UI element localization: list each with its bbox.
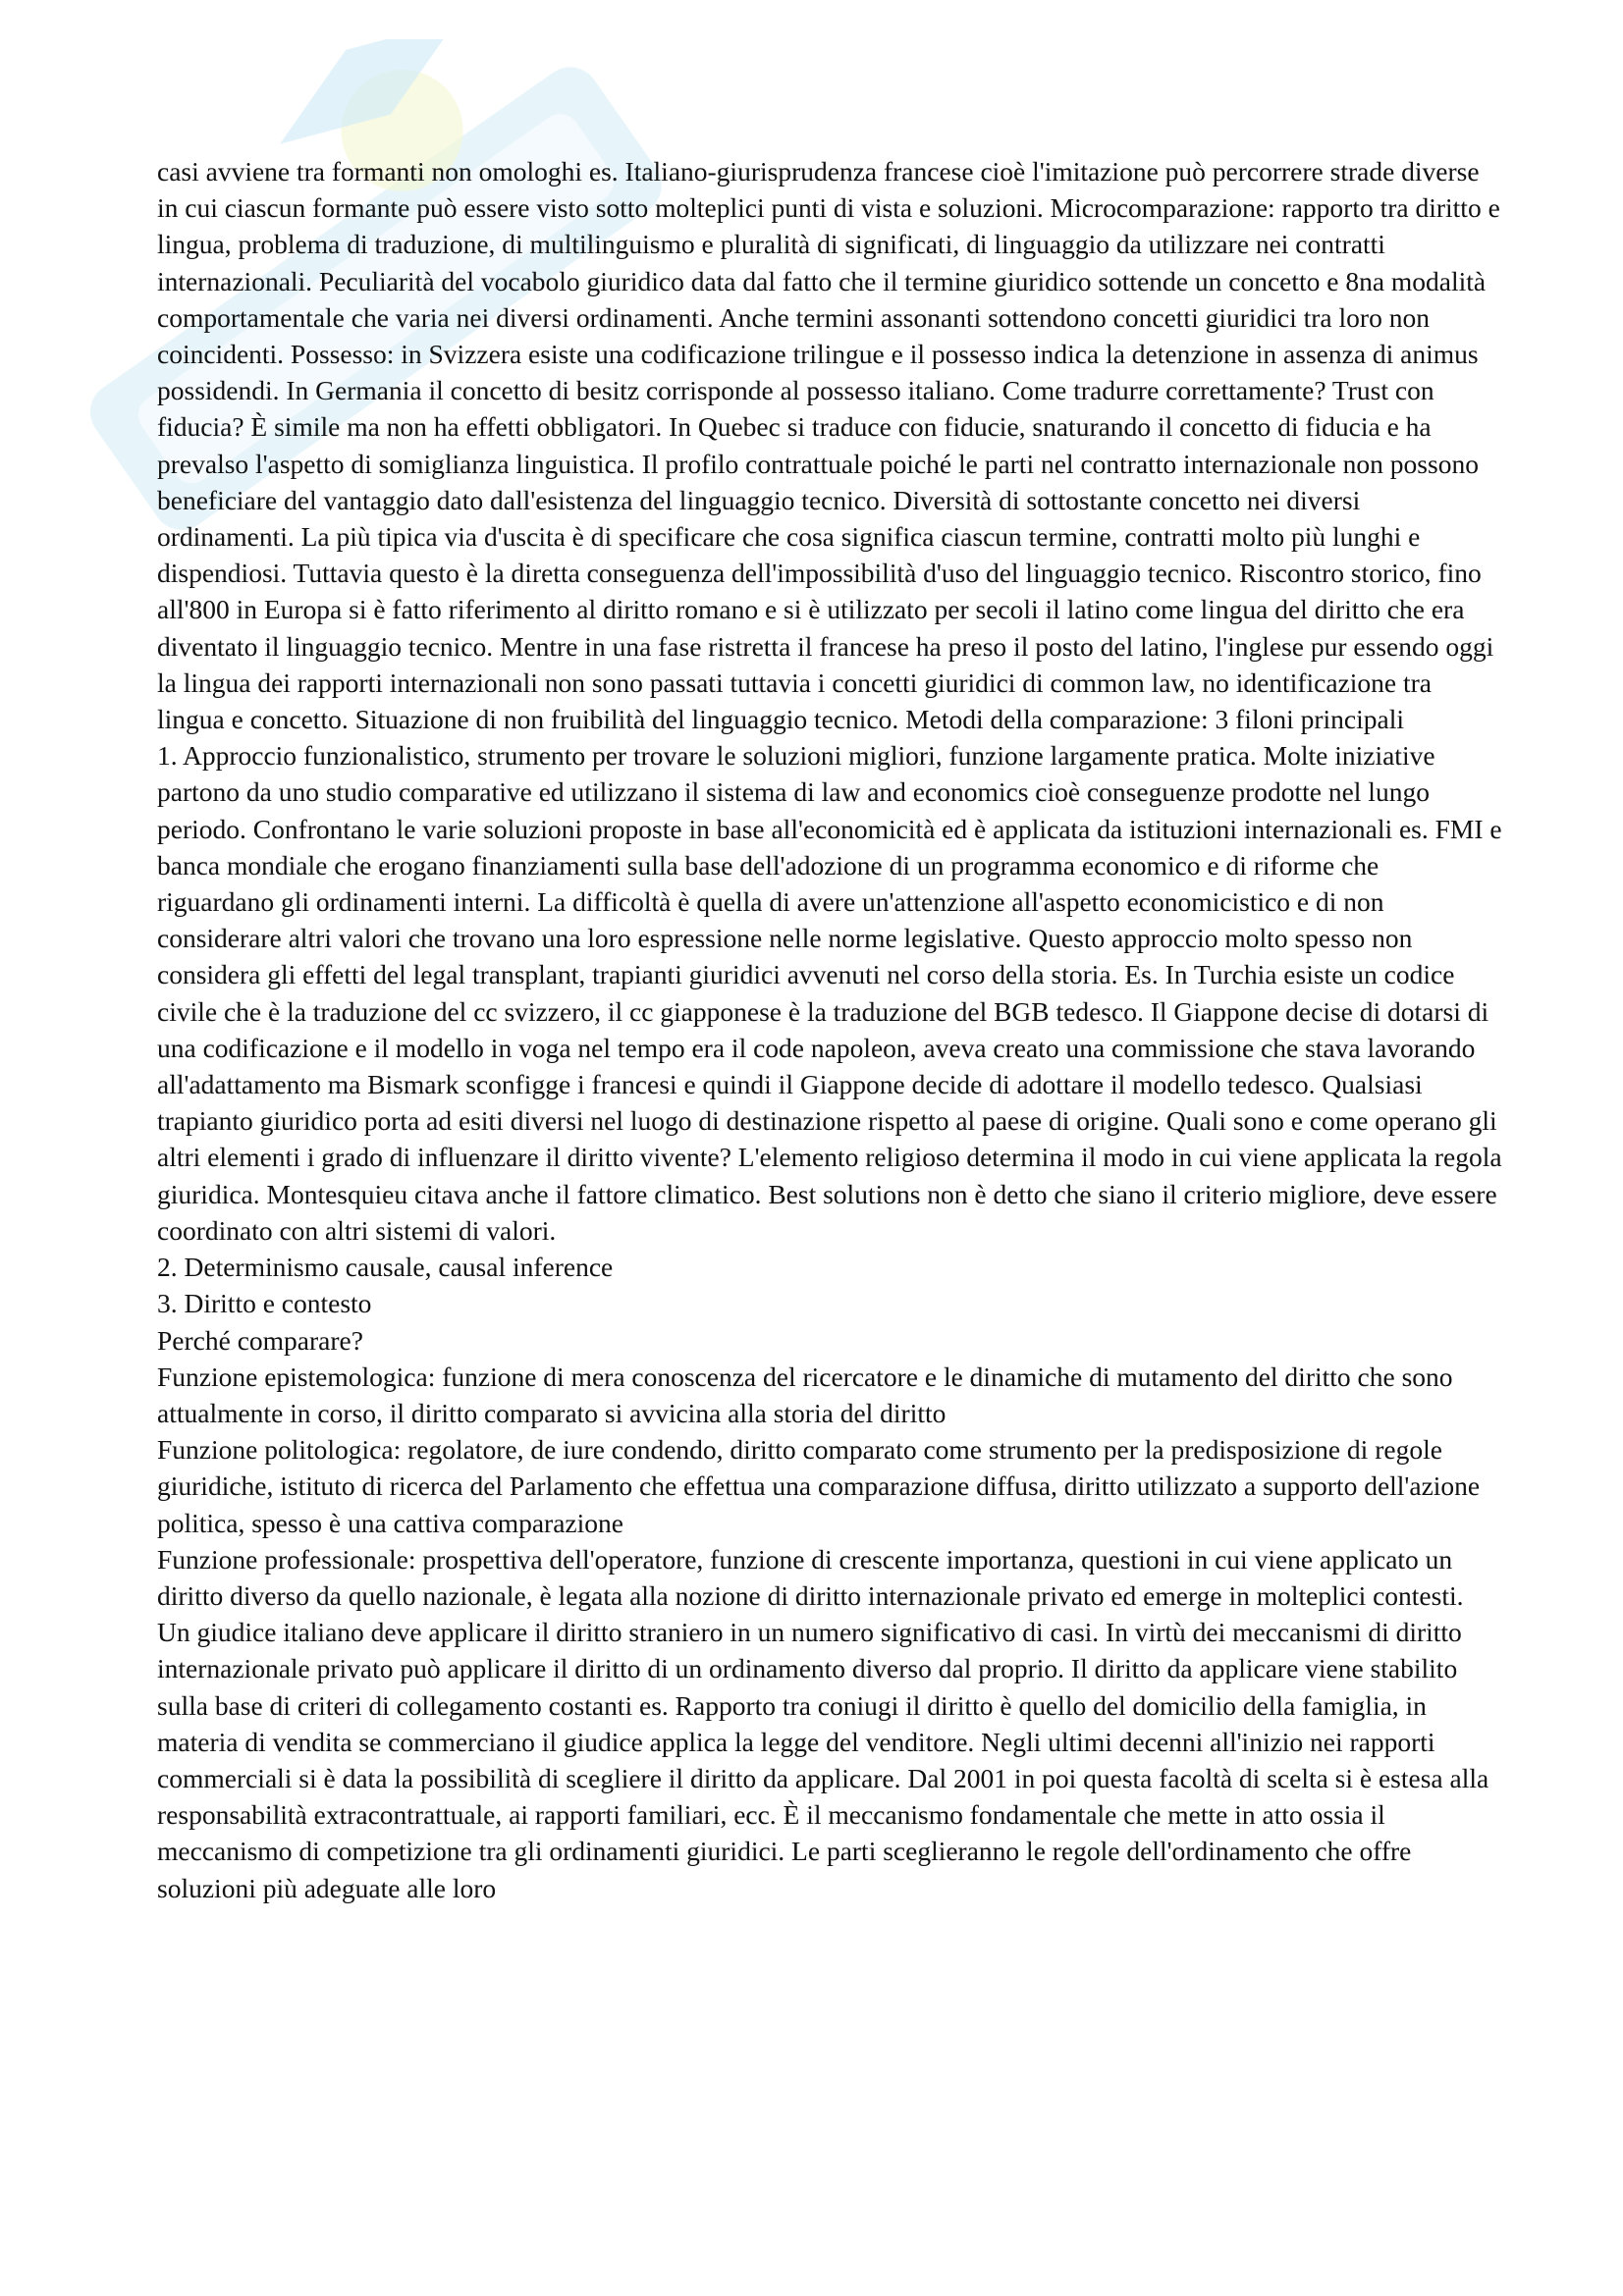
paragraph-approccio-funzionalistico: 1. Approccio funzionalistico, strumento per trovare le soluzioni migliori, funzione largamente pratica. Molte iniziative partono da uno studio comparative ed utilizzano il sistema di law and economics cioè conseguenze prodotte nel lungo periodo. Confrontano le varie soluzioni proposte in base all'economicità ed è applicata da istituzioni internazionali es. FMI e banca mondiale che erogano finanziamenti sulla base dell'adozione di un programma economico e di riforme che riguardano gli ordinamenti interni. La difficoltà è quella di avere un'attenzione all'aspetto economicistico e di non considerare altri valori che trovano una loro espressione nelle norme legislative. Questo approccio molto spesso non considera gli effetti del legal transplant, trapianti giuridici avvenuti nel corso della storia. Es. In Turchia esiste un codice civile che è la traduzione del cc svizzero, il cc giapponese è la traduzione del BGB tedesco. Il Giappone decise di dotarsi di una codificazione e il modello in voga nel tempo era il code napoleon, aveva creato una commissione che stava lavorando all'adattamento ma Bismark sconfigge i francesi e quindi il Giappone decide di adottare il modello tedesco. Qualsiasi trapianto giuridico porta ad esiti diversi nel luogo di destinazione rispetto al paese di origine. Quali sono e come operano gli altri elementi i grado di influenzare il diritto vivente? L'elemento religioso determina il modo in cui viene applicata la regola giuridica. Montesquieu citava anche il fattore climatico. Best solutions non è detto che siano il criterio migliore, deve essere coordinato con altri sistemi di valori. <box>157 740 1502 1246</box>
paragraph-microcomparazione: casi avviene tra formanti non omologhi es. Italiano-giurisprudenza francese cioè l'imitazione può percorrere strade diverse in cui ciascun formante può essere visto sotto molteplici punti di vista e soluzioni. Microcomparazione: rapporto tra diritto e lingua, problema di traduzione, di multilinguismo e pluralità di significati, di linguaggio da utilizzare nei contratti internazionali. Peculiarità del vocabolo giuridico data dal fatto che il termine giuridico sottende un concetto e 8na modalità comportamentale che varia nei diversi ordinamenti. Anche termini assonanti sottendono concetti giuridici tra loro non coincidenti. Possesso: in Svizzera esiste una codificazione trilingue e il possesso indica la detenzione in assenza di animus possidendi. In Germania il concetto di besitz corrisponde al possesso italiano. Come tradurre correttamente? Trust con fiducia? È simile ma non ha effetti obbligatori. In Quebec si traduce con fiducie, snaturando il concetto di fiducia e ha prevalso l'aspetto di somiglianza linguistica. Il profilo contrattuale poiché le parti nel contratto internazionale non possono beneficiare del vantaggio dato dall'esistenza del linguaggio tecnico. Diversità di sottostante concetto nei diversi ordinamenti. La più tipica via d'uscita è di specificare che cosa significa ciascun termine, contratti molto più lunghi e dispendiosi. Tuttavia questo è la diretta conseguenza dell'impossibilità d'uso del linguaggio tecnico. Riscontro storico, fino all'800 in Europa si è fatto riferimento al diritto romano e si è utilizzato per secoli il latino come lingua del diritto che era diventato il linguaggio tecnico. Mentre in una fase ristretta il francese ha preso il posto del latino, l'inglese pur essendo oggi la lingua dei rapporti internazionali non sono passati tuttavia i concetti giuridici di common law, no identificazione tra lingua e concetto. Situazione di non fruibilità del linguaggio tecnico. Metodi della comparazione: 3 filoni principali <box>157 156 1500 735</box>
paragraph-funzione-politologica: Funzione politologica: regolatore, de iure condendo, diritto comparato come strumento per la predisposizione di regole giuridiche, istituto di ricerca del Parlamento che effettua una comparazione diffusa, diritto utilizzato a supporto dell'azione politica, spesso è una cattiva comparazione <box>157 1434 1481 1538</box>
paragraph-funzione-professionale: Funzione professionale: prospettiva dell'operatore, funzione di crescente importanza, questioni in cui viene applicato un diritto diverso da quello nazionale, è legata alla nozione di diritto internazionale privato ed emerge in molteplici contesti. Un giudice italiano deve applicare il diritto straniero in un numero significativo di casi. In virtù dei meccanismi di diritto internazionale privato può applicare il diritto di un ordinamento diverso dal proprio. Il diritto da applicare viene stabilito sulla base di criteri di collegamento costanti es. Rapporto tra coniugi il diritto è quello del domicilio della famiglia, in materia di vendita se commerciano il giudice applica la legge del venditore. Negli ultimi decenni all'inizio nei rapporti commerciali si è data la possibilità di scegliere il diritto da applicare. Dal 2001 in poi questa facoltà di scelta si è estesa alla responsabilità extracontrattuale, ai rapporti familiari, ecc. È il meccanismo fondamentale che mette in atto ossia il meccanismo di competizione tra gli ordinamenti giuridici. Le parti sceglieranno le regole dell'ordinamento che offre soluzioni più adeguate alle loro <box>157 1543 1489 1903</box>
paragraph-funzione-epistemologica: Funzione epistemologica: funzione di mera conoscenza del ricercatore e le dinamiche di mutamento del diritto che sono attualmente in corso, il diritto comparato si avvicina alla storia del diritto <box>157 1361 1453 1428</box>
paragraph-determinismo-causale: 2. Determinismo causale, causal inference <box>157 1252 614 1283</box>
document-page <box>157 153 1502 1906</box>
paragraph-perche-comparare: Perché comparare? <box>157 1324 363 1356</box>
paragraph-diritto-e-contesto: 3. Diritto e contesto <box>157 1288 372 1319</box>
